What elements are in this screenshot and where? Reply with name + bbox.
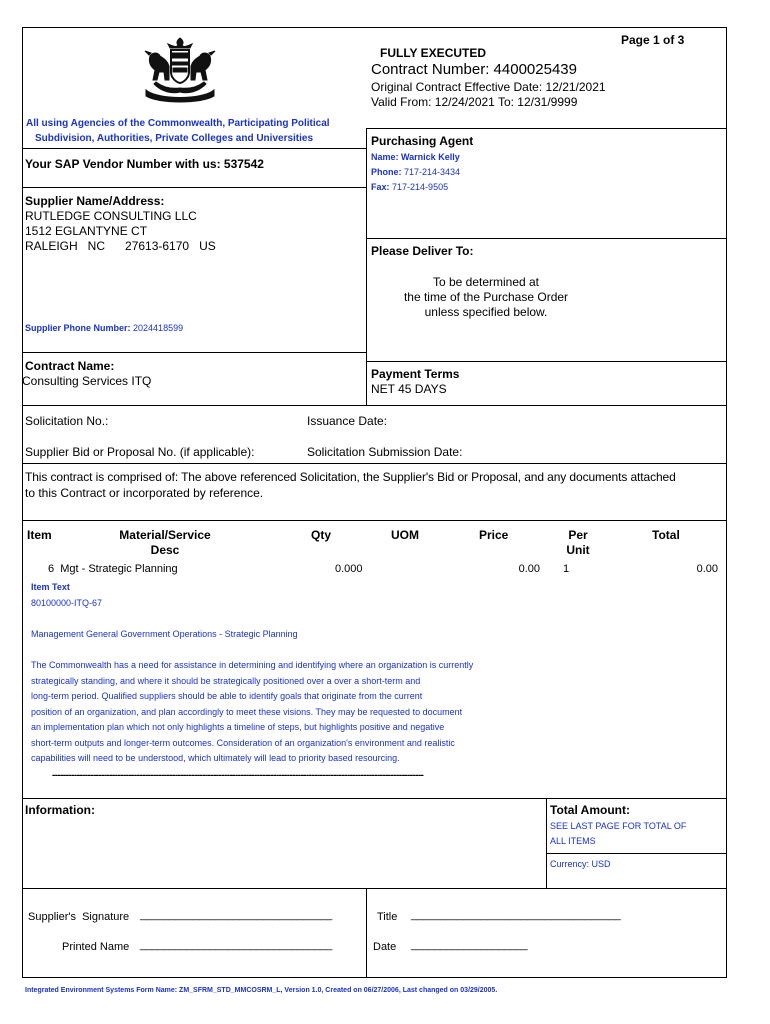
valid-dates: Valid From: 12/24/2021 To: 12/31/9999 — [371, 95, 578, 109]
deliver-line-3: unless specified below. — [424, 305, 548, 319]
supplier-phone — [25, 323, 183, 333]
divider — [22, 798, 727, 799]
sap-vendor-number: Your SAP Vendor Number with us: 537542 — [25, 157, 264, 171]
divider — [22, 520, 727, 521]
total-amount-line-1: SEE LAST PAGE FOR TOTAL OF — [550, 821, 687, 831]
divider — [546, 853, 727, 854]
submission-date: Solicitation Submission Date: — [307, 445, 463, 459]
col-desc: Desc — [150, 543, 180, 557]
item-body-line-7: capabilities will need to be understood, which ultimately will lead to priority based resourcing. — [31, 753, 400, 763]
divider — [366, 361, 727, 362]
supplier-signature-field[interactable]: _________________________________ — [140, 909, 332, 921]
supplier-phone-value: 2024418599 — [133, 323, 184, 333]
divider — [366, 888, 367, 978]
col-price: Price — [479, 528, 509, 542]
col-unit: Unit — [566, 543, 590, 557]
item-code: 80100000-ITQ-67 — [31, 598, 103, 608]
col-item: Item — [27, 528, 52, 542]
item-body-line-2: strategically standing, and where it should be strategically positioned over a over a short-term and — [31, 676, 421, 686]
item-separator: ---------------------------------------------------------------------------------------------------------------------------------------- — [52, 770, 424, 781]
total-amount-line-2: ALL ITEMS — [550, 836, 596, 846]
payment-terms-heading: Payment Terms — [371, 367, 460, 381]
agent-name: Name: Warnick Kelly — [371, 152, 460, 162]
agent-fax — [371, 182, 448, 192]
item-body-line-3: long-term period. Qualified suppliers should be able to identify goals that originate from the current — [31, 691, 423, 701]
date-field[interactable]: ____________________ — [411, 939, 528, 951]
information-heading: Information: — [25, 803, 95, 817]
item-body-line-1: The Commonwealth has a need for assistance in determining and identifying where an organization is currently — [31, 660, 474, 670]
title-field[interactable]: ____________________________________ — [411, 909, 621, 921]
agent-phone-value: 717-214-3434 — [404, 167, 461, 177]
col-uom: UOM — [391, 528, 419, 542]
item-category: Management General Government Operations - Strategic Planning — [31, 629, 298, 639]
agent-phone-label: Phone: — [371, 167, 402, 177]
printed-name-field[interactable]: _________________________________ — [140, 939, 332, 951]
item-text-label: Item Text — [31, 582, 70, 592]
contract-number: Contract Number: 4400025439 — [371, 61, 577, 78]
printed-name-label: Printed Name — [62, 941, 130, 953]
divider — [366, 238, 727, 239]
supplier-street: 1512 EGLANTYNE CT — [25, 224, 148, 238]
deliver-line-2: the time of the Purchase Order — [403, 290, 569, 304]
issuance-date: Issuance Date: — [307, 414, 388, 428]
supplier-heading: Supplier Name/Address: — [25, 194, 165, 208]
divider — [366, 128, 367, 405]
solicitation-no: Solicitation No.: — [25, 414, 109, 428]
divider — [22, 148, 366, 149]
row-qty: 0.000 — [335, 563, 363, 575]
divider — [22, 352, 366, 353]
supplier-signature-label: Supplier's Signature — [28, 911, 130, 923]
row-total: 0.00 — [696, 563, 718, 575]
col-per: Per — [568, 528, 588, 542]
row-per-unit: 1 — [563, 563, 570, 575]
item-body-line-4: position of an organization, and plan accordingly to meet these visions. They may be requested to document — [31, 707, 463, 717]
agencies-line-2: Subdivision, Authorities, Private Colleges and Universities — [35, 133, 314, 144]
divider — [22, 187, 366, 188]
currency: Currency: USD — [550, 859, 611, 869]
divider — [366, 128, 727, 129]
deliver-heading: Please Deliver To: — [371, 244, 474, 258]
col-total: Total — [652, 528, 680, 542]
original-effective-date: Original Contract Effective Date: 12/21/2021 — [371, 80, 606, 94]
deliver-line-1: To be determined at — [432, 275, 540, 289]
agent-fax-label: Fax: — [371, 182, 390, 192]
contract-name-heading: Contract Name: — [25, 359, 115, 373]
supplier-city: RALEIGH NC 27613-6170 US — [25, 239, 216, 253]
row-price: 0.00 — [518, 563, 540, 575]
supplier-bid-no: Supplier Bid or Proposal No. (if applicable): — [25, 445, 255, 459]
comprised-line-2: to this Contract or incorporated by reference. — [25, 486, 264, 500]
row-item-desc: 6 Mgt - Strategic Planning — [48, 563, 178, 575]
divider — [22, 463, 727, 464]
contract-name: Consulting Services ITQ — [22, 374, 152, 388]
title-label: Title — [377, 911, 398, 923]
payment-terms: NET 45 DAYS — [371, 382, 447, 396]
comprised-line-1: This contract is comprised of: The above referenced Solicitation, the Supplier's Bid or Proposal, and any documents attached — [25, 470, 676, 484]
divider — [546, 798, 547, 888]
agencies-line-1: All using Agencies of the Commonwealth, Participating Political — [26, 118, 330, 129]
state-seal-icon — [140, 36, 220, 104]
supplier-name: RUTLEDGE CONSULTING LLC — [25, 209, 197, 223]
form-name: Integrated Environment Systems Form Name: ZM_SFRM_STD_MMCOSRM_L, Version 1.0, Created on 06/27/2006, Last changed on 03/29/2005. — [25, 987, 498, 994]
status-label: FULLY EXECUTED — [380, 46, 487, 60]
agent-fax-value: 717-214-9505 — [392, 182, 449, 192]
agent-phone — [371, 167, 460, 177]
item-body-line-5: an implementation plan which not only highlights a timeline of steps, but highlights positive and negative — [31, 722, 445, 732]
divider — [22, 405, 727, 406]
page-number: Page 1 of 3 — [621, 33, 685, 47]
col-material: Material/Service — [119, 528, 211, 542]
item-body-line-6: short-term outputs and longer-term outcomes. Consideration of an organization's environment and realistic — [31, 738, 455, 748]
total-amount-heading: Total Amount: — [550, 803, 630, 817]
supplier-phone-label: Supplier Phone Number: — [25, 323, 131, 333]
date-label: Date — [373, 941, 397, 953]
col-qty: Qty — [311, 528, 332, 542]
purchasing-agent-heading: Purchasing Agent — [371, 134, 474, 148]
signature-frame — [22, 888, 727, 978]
